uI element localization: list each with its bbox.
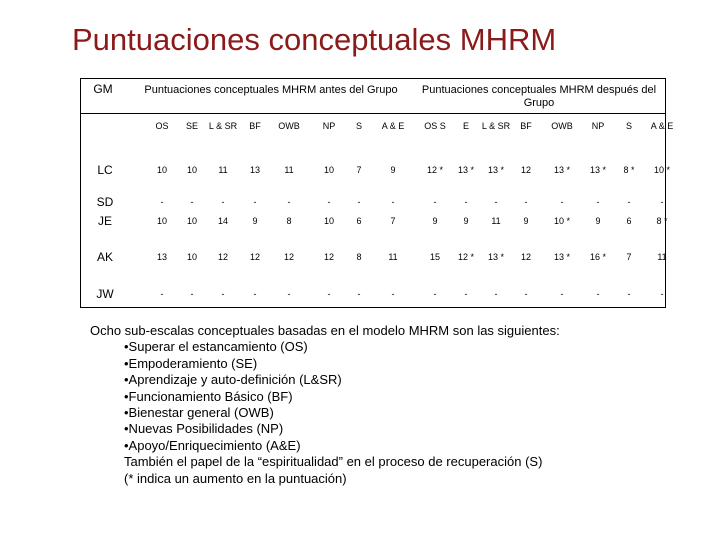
score-cell: 6	[626, 216, 632, 226]
score-cell: 12 *	[426, 165, 443, 175]
score-cell: -	[391, 197, 395, 207]
score-cell: 10 *	[553, 216, 570, 226]
column-header: E	[462, 121, 469, 131]
score-cell: 12	[249, 252, 260, 262]
score-cell: 10	[323, 216, 334, 226]
score-cell: 8	[356, 252, 362, 262]
score-cell: 13 *	[553, 252, 570, 262]
score-cell: 13 *	[487, 252, 504, 262]
notes-item: •Aprendizaje y auto-definición (L&SR)	[124, 372, 342, 388]
column-header: BF	[520, 121, 532, 131]
notes-item: •Empoderamiento (SE)	[124, 355, 258, 371]
score-cell: -	[627, 289, 631, 299]
gm-header: GM	[93, 82, 113, 96]
notes-item: •Nuevas Posibilidades (NP)	[124, 421, 284, 437]
score-cell: 9	[595, 216, 601, 226]
score-cell: 12	[520, 252, 531, 262]
column-header: L & SR	[481, 121, 511, 131]
row-label: JE	[97, 214, 112, 228]
score-cell: 7	[356, 165, 362, 175]
score-cell: -	[327, 197, 331, 207]
score-cell: -	[627, 197, 631, 207]
score-cell: 12 *	[457, 252, 474, 262]
score-cell: -	[160, 289, 164, 299]
row-label: JW	[96, 287, 114, 301]
score-cell: -	[221, 197, 225, 207]
score-cell: 8 *	[656, 216, 668, 226]
score-cell: -	[253, 289, 257, 299]
score-cell: -	[287, 289, 291, 299]
column-header: A & E	[381, 121, 405, 131]
score-cell: 13	[249, 165, 260, 175]
score-cell: 11	[491, 216, 501, 226]
score-cell: 9	[463, 216, 469, 226]
score-cell: 14	[217, 216, 228, 226]
score-cell: -	[596, 289, 600, 299]
notes-intro: Ocho sub-escalas conceptuales basadas en el modelo MHRM son las siguientes:	[90, 323, 560, 338]
score-cell: 12	[283, 252, 294, 262]
score-cell: 7	[390, 216, 396, 226]
notes-item: •Bienestar general (OWB)	[124, 405, 274, 421]
column-header: S	[355, 121, 362, 131]
score-cell: -	[596, 197, 600, 207]
score-cell: 12	[520, 165, 531, 175]
group-after-header: Puntuaciones conceptuales MHRM después del Grupo	[421, 84, 657, 109]
score-cell: 10	[186, 165, 197, 175]
score-cell: -	[160, 197, 164, 207]
score-cell: -	[357, 289, 361, 299]
score-cell: 15	[429, 252, 440, 262]
score-cell: 10	[186, 252, 197, 262]
notes-item: •Apoyo/Enriquecimiento (A&E)	[124, 437, 301, 453]
column-header: S	[625, 121, 632, 131]
score-cell: 11	[284, 165, 294, 175]
score-cell: -	[190, 197, 194, 207]
column-header: NP	[591, 121, 605, 131]
column-header: BF	[249, 121, 261, 131]
column-header: SE	[185, 121, 198, 131]
score-cell: -	[433, 289, 437, 299]
score-cell: 8	[286, 216, 292, 226]
score-cell: -	[560, 289, 564, 299]
score-cell: -	[560, 197, 564, 207]
score-cell: 11	[657, 252, 667, 262]
notes-footnote: (* indica un aumento en la puntuación)	[124, 470, 347, 486]
row-label: LC	[97, 163, 113, 177]
score-cell: -	[287, 197, 291, 207]
score-cell: 9	[252, 216, 258, 226]
score-cell: -	[464, 289, 468, 299]
score-cell: 10	[323, 165, 334, 175]
score-cell: 10 *	[653, 165, 670, 175]
score-cell: -	[524, 197, 528, 207]
score-cell: 13	[156, 252, 167, 262]
group-before-header: Puntuaciones conceptuales MHRM antes del Grupo	[144, 84, 398, 96]
score-cell: -	[253, 197, 257, 207]
column-header: NP	[322, 121, 336, 131]
score-cell: 10	[186, 216, 197, 226]
table-rule	[81, 113, 665, 114]
score-cell: 10	[156, 216, 167, 226]
column-header: A & E	[650, 121, 674, 131]
score-cell: 6	[356, 216, 362, 226]
score-cell: 13 *	[487, 165, 504, 175]
score-cell: 11	[218, 165, 228, 175]
score-cell: 11	[388, 252, 398, 262]
score-cell: 12	[323, 252, 334, 262]
notes-item: •Superar el estancamiento (OS)	[124, 339, 308, 355]
score-cell: -	[524, 289, 528, 299]
page-title: Puntuaciones conceptuales MHRM	[72, 22, 557, 57]
column-header: OS S	[424, 121, 446, 131]
score-cell: 9	[523, 216, 529, 226]
row-label: SD	[96, 195, 114, 209]
row-label: AK	[96, 250, 113, 264]
score-cell: -	[391, 289, 395, 299]
score-cell: -	[433, 197, 437, 207]
score-cell: 9	[390, 165, 396, 175]
notes-spirituality: También el papel de la “espiritualidad” en el proceso de recuperación (S)	[124, 454, 543, 470]
column-header: OS	[155, 121, 169, 131]
score-cell: 13 *	[553, 165, 570, 175]
score-cell: 16 *	[589, 252, 606, 262]
column-header: OWB	[551, 121, 573, 131]
notes	[90, 323, 560, 487]
column-header: L & SR	[208, 121, 238, 131]
score-cell: -	[190, 289, 194, 299]
score-cell: -	[660, 289, 664, 299]
score-cell: 12	[217, 252, 228, 262]
score-cell: -	[221, 289, 225, 299]
score-cell: 9	[432, 216, 438, 226]
score-cell: 8 *	[623, 165, 635, 175]
score-cell: 13 *	[589, 165, 606, 175]
score-cell: -	[464, 197, 468, 207]
score-cell: 13 *	[457, 165, 474, 175]
score-cell: -	[494, 197, 498, 207]
score-cell: -	[494, 289, 498, 299]
score-cell: -	[327, 289, 331, 299]
score-cell: 7	[626, 252, 632, 262]
score-cell: -	[357, 197, 361, 207]
score-cell: 10	[156, 165, 167, 175]
score-cell: -	[660, 197, 664, 207]
notes-item: •Funcionamiento Básico (BF)	[124, 388, 293, 404]
scores-table	[80, 78, 674, 308]
column-header: OWB	[278, 121, 300, 131]
